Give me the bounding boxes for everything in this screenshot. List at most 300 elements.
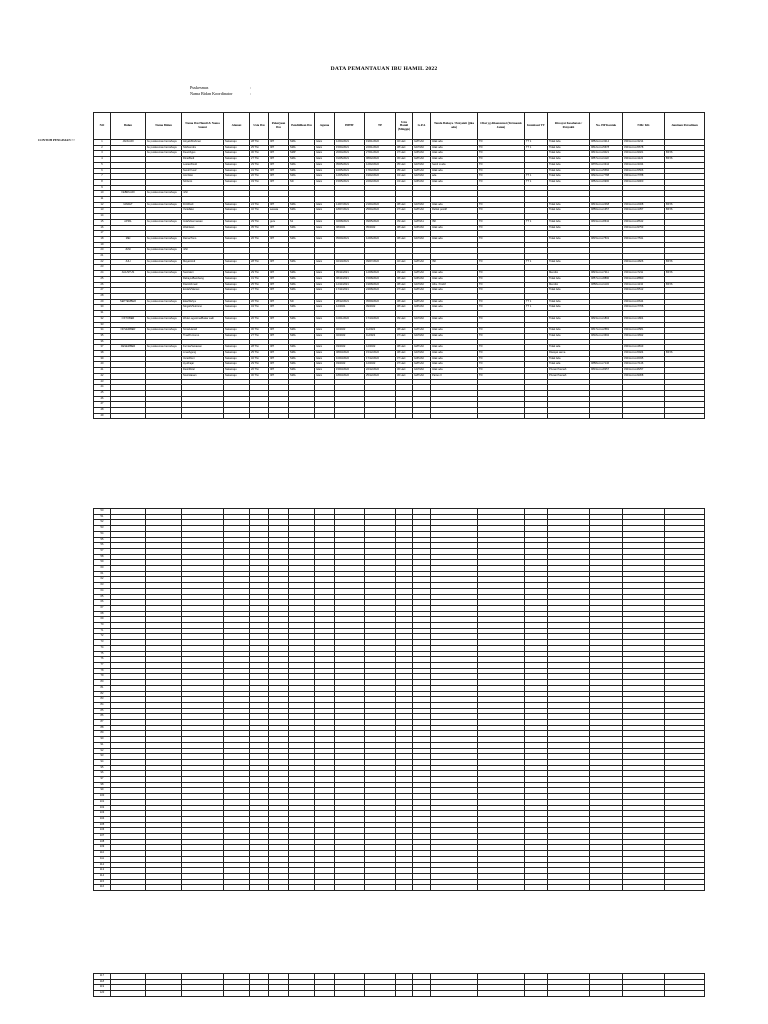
- table-cell: Tidak Ada: [548, 259, 590, 265]
- table-header-row: [94, 113, 705, 140]
- table-cell: 38 Hari: [396, 282, 413, 288]
- table-cell: 0823xxxxx7211: [590, 271, 623, 277]
- table-cell: tidak ada: [431, 368, 478, 374]
- register-table-continued: [93, 508, 705, 891]
- table-cell: 52: [94, 520, 111, 526]
- table-cell: 65: [94, 594, 111, 600]
- table-cell: TD: [478, 219, 525, 225]
- table-cell: 106: [94, 828, 111, 834]
- table-cell: 23: [94, 265, 111, 271]
- table-cell: 51: [94, 514, 111, 520]
- table-cell: SMA: [289, 345, 315, 351]
- table-cell: 37 Hari: [396, 356, 413, 362]
- table-cell: 22/02/2022: [365, 179, 396, 185]
- table-cell: 0852xxxxx9900: [590, 179, 623, 185]
- table-cell: [111, 991, 146, 997]
- table-cell: G1P0A0: [413, 174, 431, 180]
- table-cell: Sukamaju: [224, 373, 250, 379]
- table-cell: 22/01/2022: [365, 145, 396, 151]
- table-cell: 110: [94, 851, 111, 857]
- table-cell: 35 Hari: [396, 168, 413, 174]
- table-cell: 94: [94, 759, 111, 765]
- table-cell: TD: [478, 299, 525, 305]
- table-cell: Sukamaju: [224, 259, 250, 265]
- table-cell: Tidak Ada: [548, 151, 590, 157]
- table-cell: Sukamaju: [224, 328, 250, 334]
- table-cell: IRT: [269, 282, 289, 288]
- table-cell: [665, 413, 705, 419]
- table-cell: IRT: [269, 351, 289, 357]
- table-cell: 84: [94, 702, 111, 708]
- table-cell: 96: [94, 771, 111, 777]
- table-cell: 3301xxxxxx3692: [623, 333, 665, 339]
- table-cell: [315, 885, 335, 891]
- table-cell: [431, 991, 478, 997]
- table-cell: 3301xxxxxx5924: [623, 351, 665, 357]
- table-cell: 33: [94, 322, 111, 328]
- table-cell: 35 Hari: [396, 162, 413, 168]
- table-cell: [365, 991, 396, 997]
- table-cell: [623, 991, 665, 997]
- table-cell: 12/08/2022: [365, 271, 396, 277]
- table-cell: 0813xxxxx2468: [590, 202, 623, 208]
- table-cell: 90: [94, 737, 111, 743]
- table-cell: 13: [94, 208, 111, 214]
- table-cell: 0857xxxxx1122: [590, 157, 623, 163]
- table-cell: 120: [94, 991, 111, 997]
- table-cell: FEBRUARI: [111, 191, 146, 197]
- table-cell: 32 Thn: [250, 356, 269, 362]
- table-cell: IRT: [269, 202, 289, 208]
- column-header: Riwayat Kesehatan / Penyakit: [548, 113, 590, 140]
- table-cell: Privasi Pasnah: [548, 368, 590, 374]
- table-cell: 4: [94, 157, 111, 163]
- table-cell: tidak ada: [431, 333, 478, 339]
- table-cell: Sri/Anto: [182, 179, 224, 185]
- table-cell: Sukamaju: [224, 157, 250, 163]
- table-cell: TD: [478, 328, 525, 334]
- table-cell: Tidak Ada: [548, 219, 590, 225]
- table-cell: Tidak ada: [548, 362, 590, 368]
- table-cell: 14/07/2021: [335, 202, 365, 208]
- table-cell: 09/07/2022: [365, 259, 396, 265]
- table-cell: TT 1: [525, 140, 548, 146]
- table-cell: TD: [478, 236, 525, 242]
- table-cell: 08/2021: [335, 225, 365, 231]
- table-cell: Islam: [315, 151, 335, 157]
- table-cell: 9: [94, 185, 111, 191]
- table-cell: 39: [94, 356, 111, 362]
- table-cell: 111: [94, 856, 111, 862]
- table-cell: Rahayu/Bambang: [182, 276, 224, 282]
- table-cell: 38 Hari: [396, 145, 413, 151]
- table-cell: [289, 413, 315, 419]
- table-cell: SMA: [289, 362, 315, 368]
- table-cell: G1P0A0: [413, 282, 431, 288]
- table-cell: 3: [94, 151, 111, 157]
- table-cell: 01/05/2021: [335, 157, 365, 163]
- table-cell: G1P0A0: [413, 202, 431, 208]
- table-cell: 29: [94, 299, 111, 305]
- table-cell: SMA: [289, 316, 315, 322]
- table-cell: IRT: [269, 271, 289, 277]
- table-cell: Dewi/Agus: [182, 151, 224, 157]
- table-cell: SMA: [289, 145, 315, 151]
- table-cell: 3301xxxxxx7766: [623, 305, 665, 311]
- table-cell: ISK: [431, 259, 478, 265]
- table-cell: Privasi Pasnah: [548, 373, 590, 379]
- table-cell: 26 Thn: [250, 368, 269, 374]
- table-cell: Mendisi: [548, 282, 590, 288]
- table-cell: IRT: [269, 328, 289, 334]
- table-cell: 3301xxxxxx6035: [623, 356, 665, 362]
- table-cell: TD: [478, 368, 525, 374]
- table-cell: G3P2A0: [413, 276, 431, 282]
- table-cell: G3P2A0: [413, 356, 431, 362]
- table-cell: 38 Hari: [396, 276, 413, 282]
- table-cell: 0817xxxxx2581: [590, 328, 623, 334]
- table-cell: 25: [94, 276, 111, 282]
- table-cell: tidak ada: [431, 271, 478, 277]
- table-cell: 24/08/2022: [365, 288, 396, 294]
- table-cell: 117: [94, 974, 111, 980]
- table-cell: Islam: [315, 162, 335, 168]
- table-cell: tidak ada: [431, 145, 478, 151]
- table-cell: 54: [94, 531, 111, 537]
- table-cell: [315, 413, 335, 419]
- table-cell: SMA: [289, 373, 315, 379]
- table-cell: bu puskesmas bercahaya: [146, 140, 182, 146]
- table-cell: Tidak Ada: [548, 208, 590, 214]
- table-cell: 0823xxxxx1804: [590, 316, 623, 322]
- table-cell: 20/04/2021: [335, 151, 365, 157]
- table-cell: Islam: [315, 174, 335, 180]
- table-cell: Tidak Ada: [548, 328, 590, 334]
- table-cell: SMA: [289, 259, 315, 265]
- table-cell: 83: [94, 697, 111, 703]
- table-cell: 34 Hari: [396, 174, 413, 180]
- table-cell: Islam: [315, 328, 335, 334]
- table-cell: TD: [478, 162, 525, 168]
- table-cell: Maya/Andi: [182, 259, 224, 265]
- table-cell: 28/12/2021: [335, 299, 365, 305]
- table-cell: Sukamaju: [224, 299, 250, 305]
- table-cell: G1P0A0: [413, 145, 431, 151]
- table-cell: TD: [478, 225, 525, 231]
- table-cell: SMA: [289, 328, 315, 334]
- table-cell: Sukamaju: [224, 276, 250, 282]
- table-cell: 3301xxxxxx2468: [623, 202, 665, 208]
- table-cell: 36: [94, 339, 111, 345]
- table-cell: 82: [94, 691, 111, 697]
- table-cell: G2P0A1: [413, 219, 431, 225]
- table-cell: [182, 991, 224, 997]
- table-cell: Lina/Agung: [182, 351, 224, 357]
- table-cell: Islam: [315, 271, 335, 277]
- table-cell: Yanti/Eko: [182, 208, 224, 214]
- table-cell: MEI: [111, 236, 146, 242]
- table-cell: 18: [94, 236, 111, 242]
- table-cell: 6: [94, 168, 111, 174]
- table-cell: IRT: [269, 162, 289, 168]
- table-cell: 92: [94, 748, 111, 754]
- table-cell: 89: [94, 731, 111, 737]
- table-cell: SMA: [289, 174, 315, 180]
- table-cell: [315, 991, 335, 997]
- table-cell: 17: [94, 231, 111, 237]
- table-cell: 0818xxxxx3692: [590, 333, 623, 339]
- table-cell: Mendisi: [548, 271, 590, 277]
- table-cell: TD: [478, 288, 525, 294]
- table-cell: Sukamaju: [224, 345, 250, 351]
- table-cell: IRT: [269, 299, 289, 305]
- table-cell: TD: [478, 145, 525, 151]
- table-cell: 36 Hari: [396, 373, 413, 379]
- table-cell: IRT: [269, 174, 289, 180]
- table-cell: 28 Thn: [250, 345, 269, 351]
- table-cell: 05/09/2022: [365, 299, 396, 305]
- table-cell: 104: [94, 816, 111, 822]
- table-cell: SMA: [289, 351, 315, 357]
- table-cell: tidak ada: [431, 316, 478, 322]
- table-cell: TD: [478, 351, 525, 357]
- table-cell: 12/2021: [335, 305, 365, 311]
- table-cell: Tidak Ada: [548, 179, 590, 185]
- table-cell: Tidak ada: [548, 345, 590, 351]
- table-cell: MARET: [111, 202, 146, 208]
- table-cell: 30 Thn: [250, 328, 269, 334]
- table-cell: Novi/Hasan: [182, 373, 224, 379]
- table-cell: tidak ada: [431, 345, 478, 351]
- table-cell: [548, 991, 590, 997]
- table-cell: 05/05/2021: [335, 162, 365, 168]
- table-cell: SMA: [289, 305, 315, 311]
- table-cell: BPJS: [665, 282, 705, 288]
- table-cell: [111, 413, 146, 419]
- table-cell: 12/2022: [365, 362, 396, 368]
- table-cell: 38 Hari: [396, 236, 413, 242]
- table-cell: 28 Thn: [250, 140, 269, 146]
- table-cell: Islam: [315, 225, 335, 231]
- table-cell: [590, 991, 623, 997]
- meta-label: Nama Bidan Koordinator: [190, 91, 233, 96]
- table-cell: 3301xxxxxx3344: [623, 162, 665, 168]
- table-cell: 3301xxxxxx9753: [623, 225, 665, 231]
- table-cell: G2P1A0: [413, 345, 431, 351]
- table-cell: tidak ada: [431, 356, 478, 362]
- table-cell: Sukamaju: [224, 145, 250, 151]
- table-cell: Tidak Ada: [548, 236, 590, 242]
- table-cell: [250, 991, 269, 997]
- table-cell: TD: [478, 259, 525, 265]
- table-cell: Sukamaju: [224, 305, 250, 311]
- table-cell: 3301xxxxxx9021: [623, 151, 665, 157]
- table-cell: 39 Hari: [396, 316, 413, 322]
- table-cell: 24: [94, 271, 111, 277]
- table-cell: tidak ada: [431, 288, 478, 294]
- table-cell: SMA: [289, 288, 315, 294]
- table-cell: 17/10/2022: [365, 316, 396, 322]
- table-cell: 59: [94, 560, 111, 566]
- table-cell: bu puskesmas bercahaya: [146, 345, 182, 351]
- table-cell: 56: [94, 543, 111, 549]
- table-cell: [269, 413, 289, 419]
- table-cell: Ayu/Fajar: [182, 362, 224, 368]
- table-cell: [623, 885, 665, 891]
- table-cell: Tidak Ada: [548, 288, 590, 294]
- table-cell: SMA: [289, 368, 315, 374]
- table-cell: [365, 413, 396, 419]
- table-cell: BPJS: [665, 271, 705, 277]
- table-cell: 42: [94, 373, 111, 379]
- table-cell: Islam: [315, 208, 335, 214]
- table-cell: 49: [94, 413, 111, 419]
- table-cell: 10/03/2022: [335, 356, 365, 362]
- table-cell: G3P2A0: [413, 179, 431, 185]
- table-cell: 0815xxxxx7531: [590, 236, 623, 242]
- table-cell: G3P2A0: [413, 305, 431, 311]
- table-cell: G2P1A0: [413, 362, 431, 368]
- table-cell: 91: [94, 742, 111, 748]
- table-cell: Tidak Ada: [548, 276, 590, 282]
- table-cell: tidak ada: [431, 276, 478, 282]
- table-cell: TD: [478, 202, 525, 208]
- table-cell: TD: [478, 282, 525, 288]
- table-cell: TD: [478, 276, 525, 282]
- table-cell: 0821xxxxx5566: [590, 168, 623, 174]
- column-header: Usia Ibu: [250, 113, 269, 140]
- table-cell: [665, 885, 705, 891]
- table-cell: [146, 991, 182, 997]
- table-cell: 36 Hari: [396, 368, 413, 374]
- table-cell: bu puskesmas bercahaya: [146, 151, 182, 157]
- table-cell: Sukamaju: [224, 368, 250, 374]
- table-cell: 27 Thn: [250, 157, 269, 163]
- table-cell: 24 Thn: [250, 202, 269, 208]
- table-cell: Indah/Hermawan: [182, 219, 224, 225]
- table-cell: 70: [94, 623, 111, 629]
- table-cell: Nurul/Yusuf: [182, 168, 224, 174]
- table-cell: 12/2022: [365, 345, 396, 351]
- table-cell: Tidak Ada: [548, 305, 590, 311]
- table-cell: 10/05/2021: [335, 168, 365, 174]
- table-cell: 08/11/2021: [335, 276, 365, 282]
- table-cell: Rina/Budi: [182, 157, 224, 163]
- table-cell: [146, 885, 182, 891]
- table-cell: tidak ada: [431, 157, 478, 163]
- table-cell: G1P0A0: [413, 316, 431, 322]
- table-cell: [289, 885, 315, 891]
- table-cell: [335, 413, 365, 419]
- table-cell: Sukamaju: [224, 333, 250, 339]
- table-cell: Sukamaju: [224, 316, 250, 322]
- table-cell: 27: [94, 288, 111, 294]
- table-cell: Islam: [315, 333, 335, 339]
- table-cell: IRT: [269, 305, 289, 311]
- table-cell: Sukamaju: [224, 288, 250, 294]
- table-cell: SMA: [289, 162, 315, 168]
- table-cell: 0819xxxxx8642: [590, 219, 623, 225]
- table-cell: 0858xxxxx7146: [590, 362, 623, 368]
- table-cell: TD: [478, 271, 525, 277]
- table-cell: Sukamaju: [224, 174, 250, 180]
- table-cell: Sukamaju: [224, 271, 250, 277]
- table-cell: TT 1: [525, 259, 548, 265]
- table-cell: 32 Thn: [250, 208, 269, 214]
- table-cell: Sukamaju: [224, 362, 250, 368]
- table-cell: Ani/Joko: [182, 174, 224, 180]
- table-cell: 3301xxxxxx1122: [623, 157, 665, 163]
- table-cell: 20: [94, 248, 111, 254]
- table-cell: Islam: [315, 299, 335, 305]
- table-cell: S1: [289, 219, 315, 225]
- table-cell: SMA: [289, 276, 315, 282]
- column-header: NIK/ KK: [623, 113, 665, 140]
- table-cell: G1P0A0: [413, 351, 431, 357]
- table-cell: 2: [94, 145, 111, 151]
- table-cell: Islam: [315, 202, 335, 208]
- table-cell: Partus II: [431, 373, 478, 379]
- register-table-tail: [93, 973, 705, 997]
- table-cell: 40 Hari: [396, 259, 413, 265]
- column-header: Tanda Bahaya / Penyakit (jika ada): [431, 113, 478, 140]
- column-header: No. HP Kontak: [590, 113, 623, 140]
- column-header: Nama Ibu Hamil & Nama Suami: [182, 113, 224, 140]
- table-cell: IRT: [269, 140, 289, 146]
- table-cell: [590, 885, 623, 891]
- table-cell: TD: [478, 157, 525, 163]
- table-cell: bu puskesmas bercahaya: [146, 299, 182, 305]
- table-cell: 21: [94, 254, 111, 260]
- table-cell: G2P1A0: [413, 328, 431, 334]
- table-cell: 40: [94, 362, 111, 368]
- table-cell: [182, 885, 224, 891]
- table-cell: 69: [94, 617, 111, 623]
- table-cell: 28 Thn: [250, 259, 269, 265]
- table-cell: 27 Thn: [250, 288, 269, 294]
- table-cell: Sukamaju: [224, 162, 250, 168]
- table-cell: SMA: [289, 282, 315, 288]
- table-cell: [478, 991, 525, 997]
- table-cell: G1P0A0: [413, 162, 431, 168]
- table-cell: 58: [94, 554, 111, 560]
- table-cell: Tidak Ada: [548, 174, 590, 180]
- table-cell: 19/08/2022: [365, 282, 396, 288]
- table-cell: 12: [94, 202, 111, 208]
- table-cell: 0813xxxxx9021: [590, 151, 623, 157]
- table-cell: 02/10/2021: [335, 259, 365, 265]
- table-cell: bu puskesmas bercahaya: [146, 248, 182, 254]
- table-cell: Sukamaju: [224, 208, 250, 214]
- table-cell: Islam: [315, 288, 335, 294]
- table-cell: [269, 991, 289, 997]
- table-cell: 98: [94, 782, 111, 788]
- table-cell: TT 1: [525, 219, 548, 225]
- table-cell: 41: [94, 368, 111, 374]
- table-cell: IRT: [269, 333, 289, 339]
- table-cell: IRT: [269, 345, 289, 351]
- table-cell: 3301xxxxxx8257: [623, 368, 665, 374]
- table-cell: 05/2022: [365, 225, 396, 231]
- table-cell: 119: [94, 985, 111, 991]
- table-cell: 80: [94, 680, 111, 686]
- table-cell: tidak ada: [431, 225, 478, 231]
- meta-row: [190, 91, 251, 97]
- table-cell: OKTOBER: [111, 316, 146, 322]
- table-cell: G3P2A0: [413, 225, 431, 231]
- table-cell: TT 1: [525, 299, 548, 305]
- table-cell: TD: [478, 208, 525, 214]
